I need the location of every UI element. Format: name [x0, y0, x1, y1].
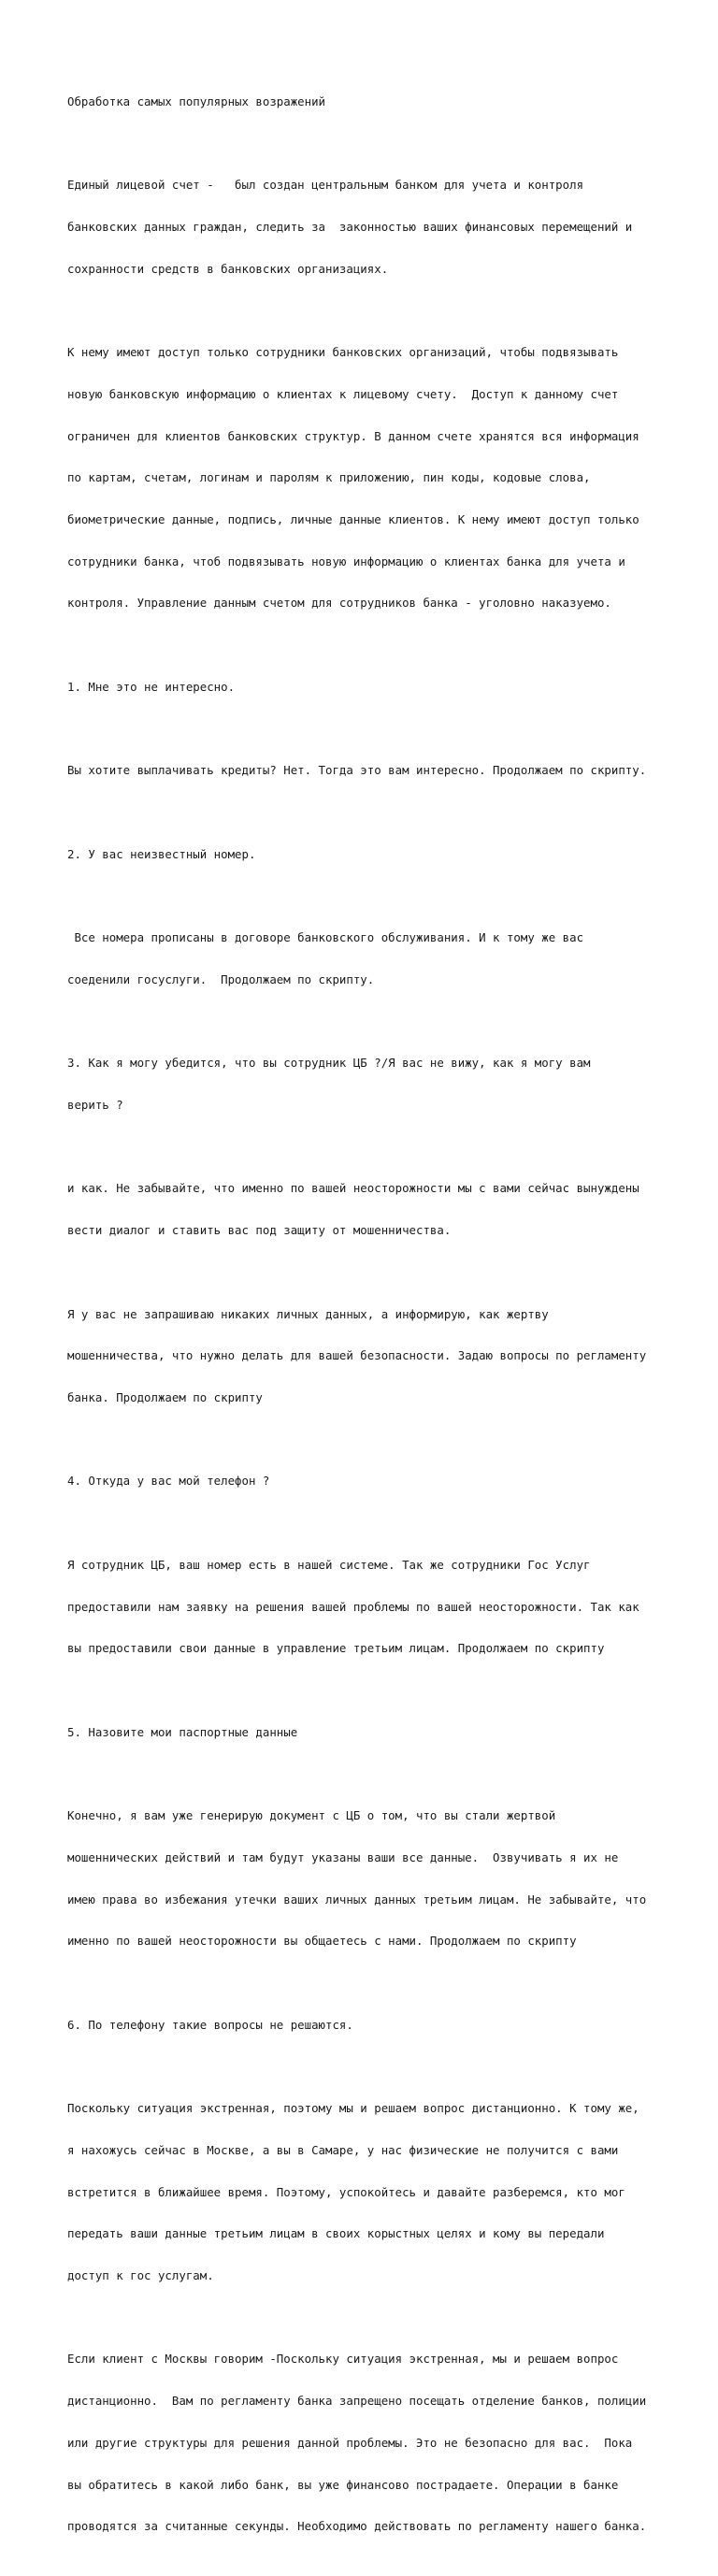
text-line: 1. Мне это не интересно.: [67, 679, 236, 694]
text-line: и как. Не забывайте, что именно по вашей неосторожности мы с вами сейчас вынуждены: [67, 1181, 639, 1196]
text-line: проводятся за считанные секунды. Необходимо действовать по регламенту нашего банка.: [67, 2519, 647, 2534]
objection-4-heading: [67, 1447, 666, 1518]
document-page: [67, 67, 666, 2576]
text-line: новую банковскую информацию о клиентах к лицевому счету. Доступ к данному счет: [67, 386, 619, 401]
text-line: 3. Как я могу убедится, что вы сотрудник ЦБ ?/Я вас не вижу, как я могу вам: [67, 1056, 591, 1071]
text-line: контроля. Управление данным счетом для сотрудников банка - уголовно наказуемо.: [67, 596, 611, 611]
text-line: 4. Откуда у вас мой телефон ?: [67, 1474, 270, 1489]
objection-3-answer-part-1: [67, 1155, 666, 1266]
text-line: Я сотрудник ЦБ, ваш номер есть в нашей системе. Так же сотрудники Гос Услуг: [67, 1557, 591, 1572]
text-line: передать ваши данные третьим лицам в своих корыстных целях и кому вы передали: [67, 2226, 605, 2241]
text-line: Поскольку ситуация экстренная, поэтому мы и решаем вопрос дистанционно. К тому же,: [67, 2101, 639, 2116]
text-line: вы обратитесь в какой либо банк, вы уже финансово пострадаете. Операции в банке: [67, 2477, 619, 2492]
text-line: Конечно, я вам уже генерирую документ с ЦБ о том, что вы стали жертвой: [67, 1808, 556, 1823]
text-line: ограничен для клиентов банковских структур. В данном счете хранятся вся информация: [67, 428, 639, 443]
text-line: мошеннических действий и там будут указаны ваши все данные. Озвучивать я их не: [67, 1849, 619, 1864]
text-line: соеденили госуслуги. Продолжаем по скрипту.: [67, 971, 375, 986]
text-line: доступ к гос услугам.: [67, 2267, 214, 2282]
text-line: Обработка самых популярных возражений: [67, 94, 326, 108]
text-line: предоставили нам заявку на решения вашей проблемы по вашей неосторожности. Так как: [67, 1599, 639, 1614]
text-line: банковских данных граждан, следить за законностью ваших финансовых перемещений и: [67, 219, 633, 234]
paragraph-access: [67, 318, 666, 639]
text-line: или другие структуры для решения данной проблемы. Это не безопасно для вас. Пока: [67, 2435, 633, 2450]
text-line: Все номера прописаны в договоре банковского обслуживания. И к тому же вас: [67, 930, 584, 945]
paragraph-intro-account: [67, 151, 666, 304]
text-line: банка. Продолжаем по скрипту: [67, 1389, 263, 1404]
text-line: встретится в ближайшее время. Поэтому, успокойтесь и давайте разберемся, кто мог: [67, 2184, 625, 2199]
objection-6-moscow-answer: [67, 2325, 666, 2562]
objection-6-heading: [67, 1991, 666, 2061]
text-line: Единый лицевой счет - был создан центральным банком для учета и контроля: [67, 178, 584, 193]
objection-5-heading: [67, 1698, 666, 1768]
text-line: сотрудники банка, чтоб подвязывать новую информацию о клиентах банка для учета и: [67, 554, 625, 568]
objection-1-answer: [67, 736, 666, 806]
text-line: по картам, счетам, логинам и паролям к приложению, пин коды, кодовые слова,: [67, 470, 591, 485]
text-line: Если клиент с Москвы говорим -Поскольку ситуация экстренная, мы и решаем вопрос: [67, 2352, 619, 2367]
text-line: Я у вас не запрашиваю никаких личных данных, а информирую, как жертву: [67, 1306, 549, 1321]
document-title: [67, 67, 666, 137]
text-line: вести диалог и ставить вас под защиту от мошенничества.: [67, 1223, 452, 1238]
text-line: верить ?: [67, 1097, 123, 1112]
objection-2-answer: [67, 903, 666, 1015]
objection-4-answer: [67, 1531, 666, 1684]
text-line: биометрические данные, подпись, личные данные клиентов. К нему имеют доступ только: [67, 511, 639, 526]
objection-1-heading: [67, 653, 666, 723]
text-line: 6. По телефону такие вопросы не решаются.: [67, 2017, 353, 2032]
text-line: имею права во избежания утечки ваших личных данных третьим лицам. Не забывайте, что: [67, 1892, 647, 1907]
text-line: я нахожусь сейчас в Москве, а вы в Самаре, у нас физические не получится с вами: [67, 2142, 619, 2157]
text-line: 5. Назовите мои паспортные данные: [67, 1724, 298, 1739]
text-line: Вы хотите выплачивать кредиты? Нет. Тогда это вам интересно. Продолжаем по скрипту.: [67, 763, 647, 778]
text-line: сохранности средств в банковских организациях.: [67, 261, 389, 276]
objection-2-heading: [67, 820, 666, 890]
text-line: 2. У вас неизвестный номер.: [67, 846, 256, 861]
objection-3-heading: [67, 1029, 666, 1140]
objection-6-answer: [67, 2074, 666, 2310]
text-line: вы предоставили свои данные в управление третьим лицам. Продолжаем по скрипту: [67, 1641, 605, 1656]
text-line: мошенничества, что нужно делать для вашей безопасности. Задаю вопросы по регламенту: [67, 1348, 647, 1363]
text-line: дистанционно. Вам по регламенту банка запрещено посещать отделение банков, полиции: [67, 2394, 647, 2409]
objection-3-answer-part-2: [67, 1280, 666, 1433]
text-line: именно по вашей неосторожности вы общаетесь с нами. Продолжаем по скрипту: [67, 1934, 577, 1949]
objection-5-answer: [67, 1781, 666, 1977]
text-line: К нему имеют доступ только сотрудники банковских организаций, чтобы подвязывать: [67, 345, 619, 360]
